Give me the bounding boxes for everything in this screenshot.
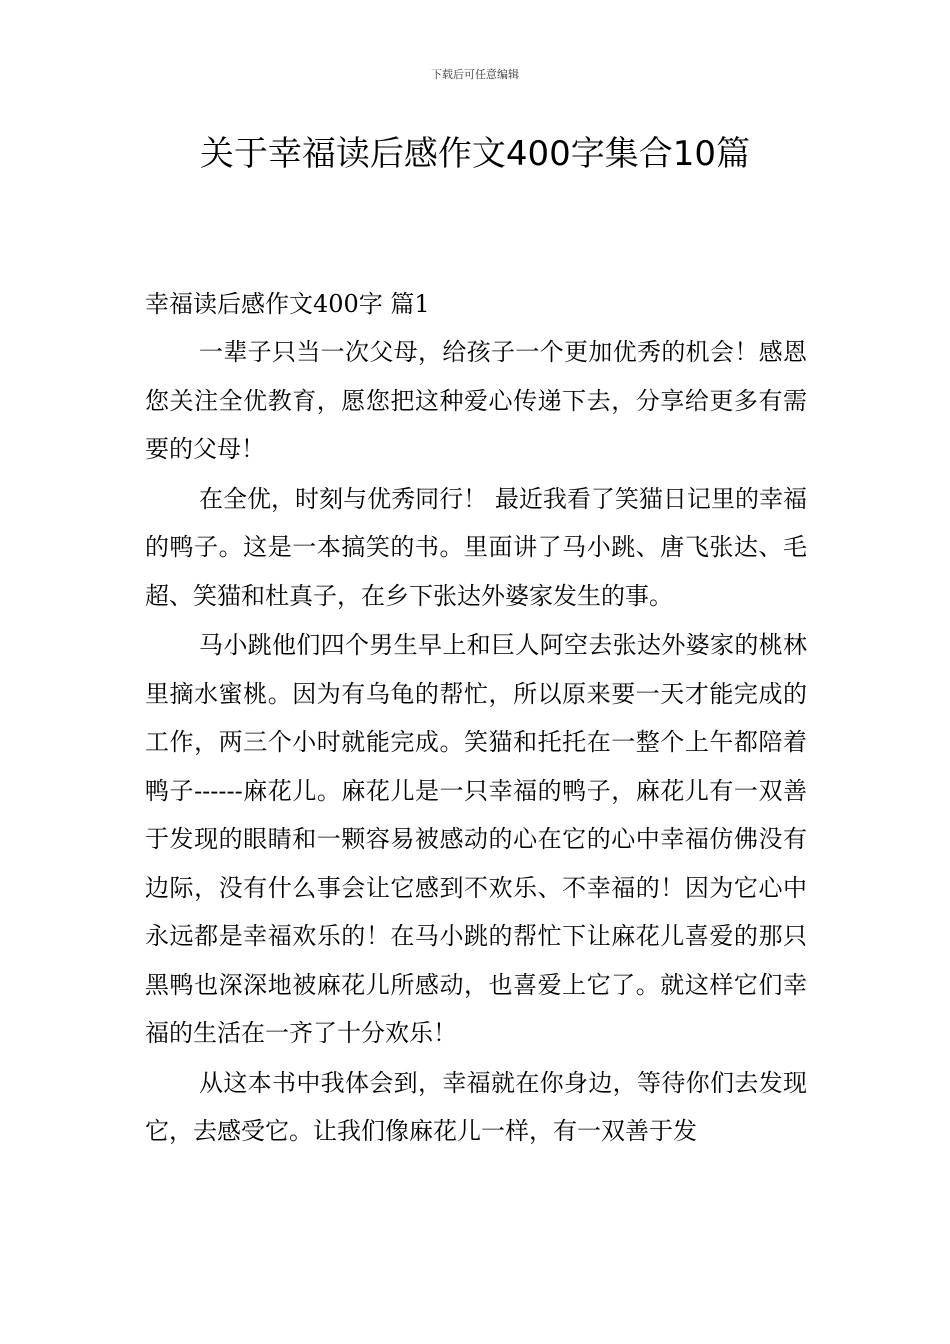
section-heading: 幸福读后感作文400字 篇1 [145,290,430,318]
paragraph-1: 一辈子只当一次父母，给孩子一个更加优秀的机会！感恩您关注全优教育，愿您把这种爱心传递下去，分享给更多有需要的父母！ [145,338,807,463]
paragraph-3: 马小跳他们四个男生早上和巨人阿空去张达外婆家的桃林里摘水蜜桃。因为有乌龟的帮忙，所以原来要一天才能完成的工作，两三个小时就能完成。笑猫和托托在一整个上午都陪着鸭子------麻花儿。麻花儿是一只幸福的鸭子，麻花儿有一双善于发现的眼睛和一颗容易被感动的心在它的心中幸福仿佛没有边际，没有什么事会让它感到不欢乐、不幸福的！因为它心中永远都是幸福欢乐的！在马小跳的帮忙下让麻花儿喜爱的那只黑鸭也深深地被麻花儿所感动，也喜爱上它了。就这样它们幸福的生活在一齐了十分欢乐！ [145,631,807,1047]
document-title: 关于幸福读后感作文400字集合10篇 [199,134,751,174]
document-body [145,280,807,1156]
paragraph-2: 在全优，时刻与优秀同行！ 最近我看了笑猫日记里的幸福的鸭子。这是一本搞笑的书。里面讲了马小跳、唐飞张达、毛超、笑猫和杜真子，在乡下张达外婆家发生的事。 [145,484,807,610]
paragraph-4: 从这本书中我体会到，幸福就在你身边，等待你们去发现它，去感受它。让我们像麻花儿一样，有一双善于发 [145,1068,807,1145]
download-note: 下载后可任意编辑 [431,68,519,81]
